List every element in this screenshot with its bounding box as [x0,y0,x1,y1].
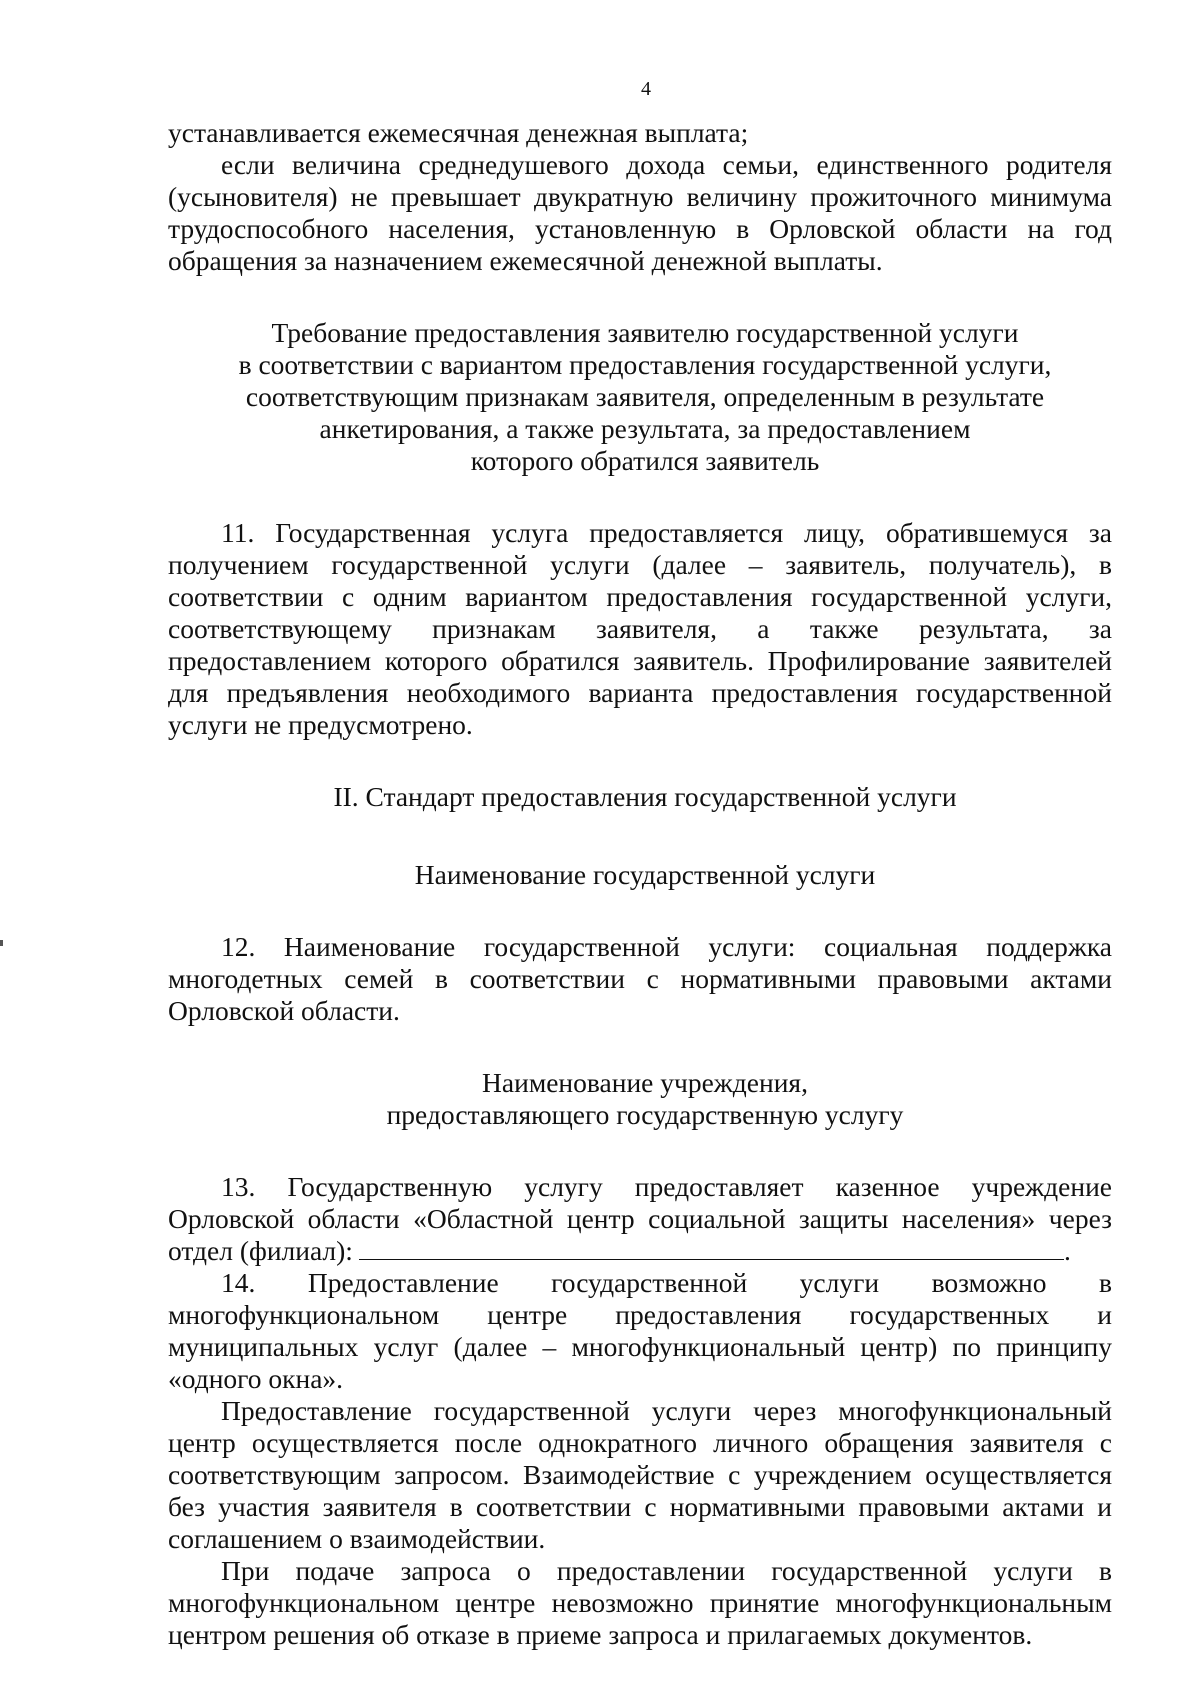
paragraph-12: 12. Наименование государственной услуги: социальная поддержка многодетных семей в соответствии с нормативными правовыми актами Орловской области. [168,931,1112,1026]
heading-requirement-line: Требование предоставления заявителю государственной услуги [271,317,1019,348]
page-number: 4 [641,78,651,100]
heading-service-name: Наименование государственной услуги [414,859,876,890]
heading-section-2: II. Стандарт предоставления государственной услуги [333,781,957,812]
heading-institution [168,1067,1112,1131]
paragraph-income-condition: если величина среднедушевого дохода семьи, единственного родителя (усыновителя) не превышает двукратную величину прожиточного минимума трудоспособного населения, установленную в Орловской области на год обращения за назначением ежемесячной денежной выплаты. [168,149,1112,276]
heading-institution-line: Наименование учреждения, [482,1067,808,1098]
paragraph-11: 11. Государственная услуга предоставляется лицу, обратившемуся за получением государственной услуги (далее – заявитель, получатель), в соответствии с одним вариантом предоставления государственной услуги, соответствующему признакам заявителя, а также результата, за предоставлением которого обратился заявитель. Профилирование заявителей для предъявления необходимого варианта предоставления государственной услуги не предусмотрено. [168,517,1112,740]
paragraph-14: 14. Предоставление государственной услуги возможно в многофункциональном центре предоставления государственных и муниципальных услуг (далее – многофункциональный центр) по принципу «одного окна». [168,1267,1112,1394]
paragraph-13-text: 13. Государственную услугу предоставляет казенное учреждение Орловской области «Областной центр социальной защиты населения» через отдел (филиал): [168,1171,1112,1266]
heading-requirement-line: которого обратился заявитель [470,445,820,476]
paragraph-mfc-procedure: Предоставление государственной услуги через многофункциональный центр осуществляется после однократного личного обращения заявителя с соответствующим запросом. Взаимодействие с учреждением осуществляется без участия заявителя в соответствии с нормативными правовыми актами и соглашением о взаимодействии. [168,1395,1112,1554]
heading-requirement [168,317,1112,477]
paragraph-13 [168,1171,1112,1267]
scan-edge-mark [0,940,3,946]
branch-blank-line [359,1235,1064,1260]
heading-requirement-line: соответствующим признакам заявителя, определенным в результате [245,381,1045,412]
paragraph-continuation: устанавливается ежемесячная денежная выплата; [168,117,749,148]
heading-requirement-line: в соответствии с вариантом предоставления государственной услуги, [238,349,1052,380]
paragraph-no-refusal: При подаче запроса о предоставлении государственной услуги в многофункциональном центре невозможно принятие многофункциональным центром решения об отказе в приеме запроса и прилагаемых документов. [168,1555,1112,1650]
paragraph-13-end: . [1063,1235,1071,1266]
heading-institution-line: предоставляющего государственную услугу [386,1099,904,1130]
heading-requirement-line: анкетирования, а также результата, за предоставлением [319,413,971,444]
document-body [168,117,1112,1651]
